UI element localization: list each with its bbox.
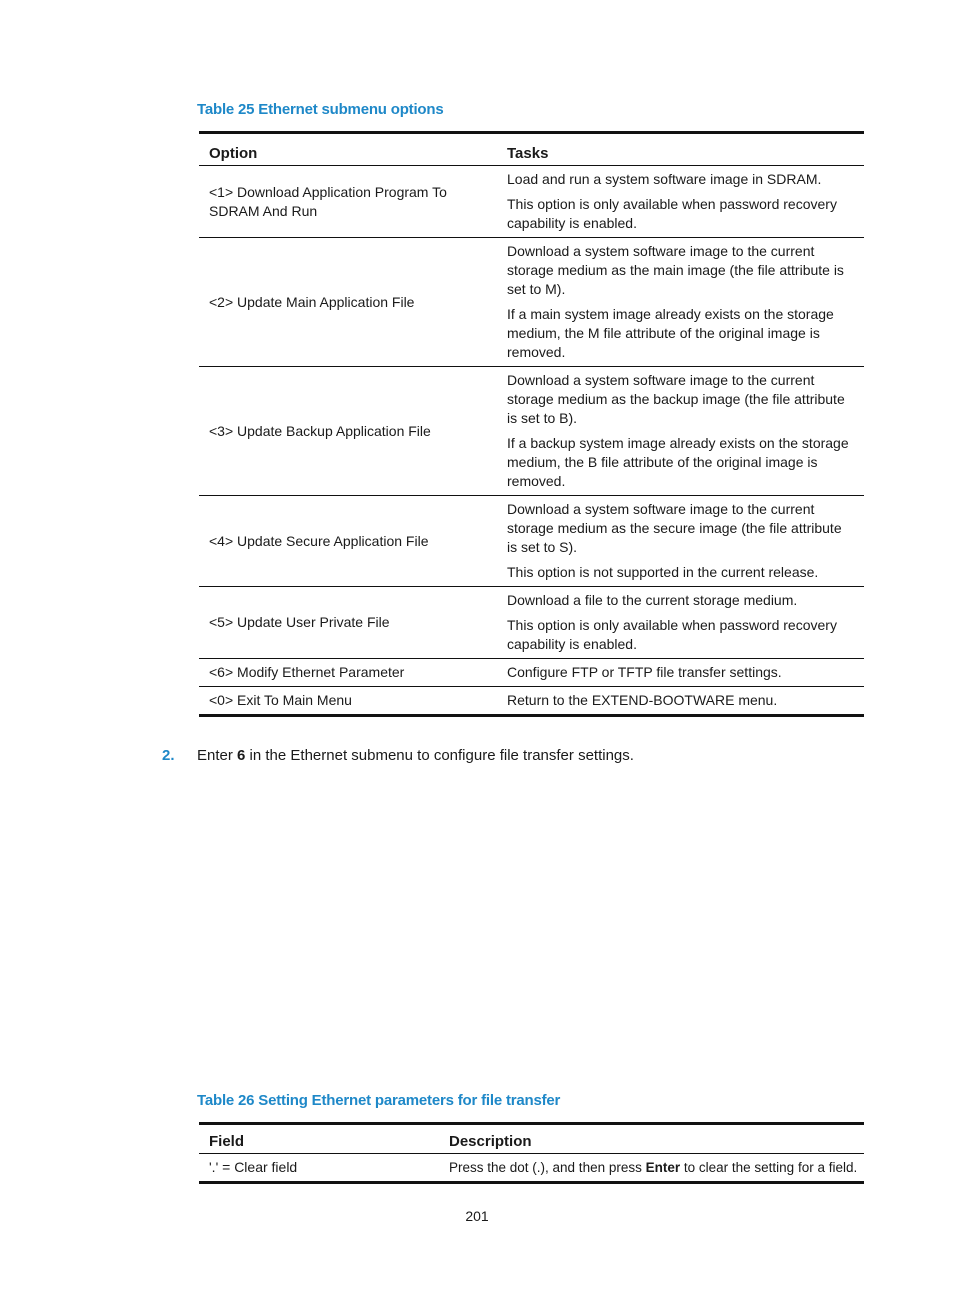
task-paragraph: Download a system software image to the current storage medium as the backup image (the file attribute is set to B). (507, 372, 845, 426)
table-row (199, 587, 864, 659)
table-26-caption: Table 26 Setting Ethernet parameters for file transfer (197, 1092, 561, 1109)
option-cell: <1> Download Application Program To SDRAM And Run (199, 166, 497, 238)
table-row (199, 1154, 864, 1183)
table-row (199, 367, 864, 496)
option-cell: <4> Update Secure Application File (199, 496, 497, 587)
table-row (199, 687, 864, 716)
tasks-cell (497, 687, 864, 716)
table-header-row (199, 133, 864, 166)
task-paragraph: Configure FTP or TFTP file transfer settings. (507, 664, 782, 680)
step-text: Enter 6 in the Ethernet submenu to configure file transfer settings. (197, 747, 634, 764)
table-row (199, 659, 864, 687)
column-header-tasks: Tasks (497, 133, 864, 166)
field-cell: '.' = Clear field (209, 1159, 298, 1175)
ethernet-parameters-table (199, 1122, 864, 1184)
page-number: 201 (465, 1208, 489, 1224)
task-paragraph: Load and run a system software image in SDRAM. (507, 171, 822, 187)
task-paragraph: This option is not supported in the current release. (507, 564, 819, 580)
step-bold-value: 6 (237, 747, 246, 764)
option-cell: <6> Modify Ethernet Parameter (199, 659, 497, 687)
tasks-cell (497, 496, 864, 587)
enter-key-label: Enter (645, 1160, 681, 1175)
task-paragraph: If a main system image already exists on the storage medium, the M file attribute of the original image is removed. (507, 306, 834, 360)
task-paragraph: Download a system software image to the current storage medium as the secure image (the file attribute is set to S). (507, 501, 842, 555)
step-number: 2. (162, 747, 175, 764)
ethernet-submenu-table (199, 131, 864, 717)
column-header-option: Option (199, 133, 497, 166)
column-header-description: Description (439, 1124, 864, 1154)
task-paragraph: Download a file to the current storage medium. (507, 592, 798, 608)
option-cell: <5> Update User Private File (199, 587, 497, 659)
option-cell: <0> Exit To Main Menu (209, 692, 352, 708)
task-paragraph: This option is only available when password recovery capability is enabled. (507, 617, 837, 652)
table-row (199, 238, 864, 367)
tasks-cell (497, 367, 864, 496)
table-row (199, 166, 864, 238)
table-header-row (199, 1124, 864, 1154)
task-paragraph: Download a system software image to the current storage medium as the main image (the file attribute is set to M). (507, 243, 844, 297)
option-cell: <2> Update Main Application File (199, 238, 497, 367)
task-paragraph: Return to the EXTEND-BOOTWARE menu. (507, 692, 778, 708)
table-25-caption: Table 25 Ethernet submenu options (197, 101, 444, 118)
task-paragraph: This option is only available when password recovery capability is enabled. (507, 196, 837, 231)
option-cell: <3> Update Backup Application File (199, 367, 497, 496)
tasks-cell (497, 659, 864, 687)
tasks-cell (497, 166, 864, 238)
column-header-field: Field (199, 1124, 439, 1154)
description-cell: Press the dot (.), and then press Enter to clear the setting for a field. (449, 1160, 858, 1175)
tasks-cell (497, 587, 864, 659)
tasks-cell (497, 238, 864, 367)
task-paragraph: If a backup system image already exists on the storage medium, the B file attribute of the original image is removed. (507, 435, 849, 489)
table-row (199, 496, 864, 587)
